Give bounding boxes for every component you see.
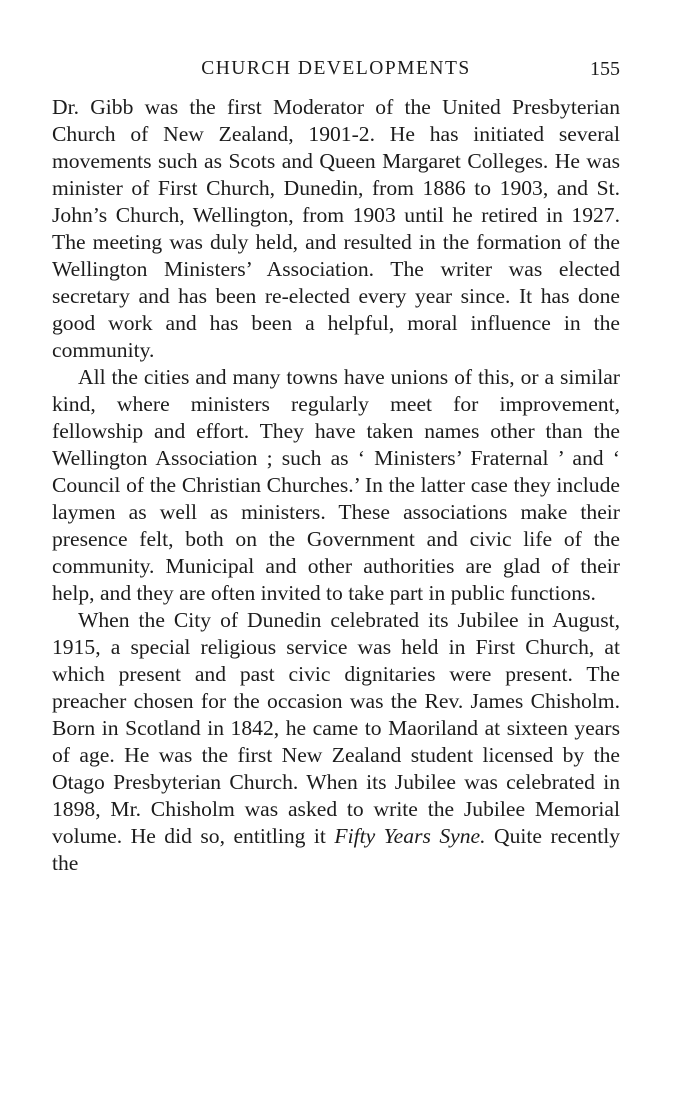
- paragraph-3-text-before: When the City of Dunedin celebrated its Jubilee in August, 1915, a special religious service was held in First Church, at which present and past civic dignitaries were present. The preacher chosen for the occasion was the Rev. James Chisholm. Born in Scotland in 1842, he came to Maoriland at sixteen years of age. He was the first New Zealand student licensed by the Otago Presbyterian Church. When its Jubilee was celebrated in 1898, Mr. Chisholm was asked to write the Jubilee Memorial volume. He did so, entitling it: [52, 608, 620, 848]
- page-number: 155: [590, 58, 620, 80]
- paragraph-2: All the cities and many towns have unions of this, or a similar kind, where ministers regularly meet for improvement, fellowship and effort. They have taken names other than the Wellington Association ; such as ‘ Ministers’ Fraternal ’ and ‘ Council of the Christian Churches.’ In the latter case they include laymen as well as ministers. These associations make their presence felt, both on the Government and civic life of the community. Municipal and other authorities are glad of their help, and they are often invited to take part in public functions.: [52, 365, 620, 605]
- paragraph-3-text-after: Quite recently the: [52, 824, 621, 875]
- paragraph-1: Dr. Gibb was the first Moderator of the United Presbyterian Church of New Zealand, 1901-2. He has initiated several movements such as Scots and Queen Margaret Colleges. He was minister of First Church, Dunedin, from 1886 to 1903, and St. John’s Church, Wellington, from 1903 until he retired in 1927. The meeting was duly held, and resulted in the formation of the Wellington Ministers’ Association. The writer was elected secretary and has been re-elected every year since. It has done good work and has been a helpful, moral influence in the community.: [52, 95, 620, 362]
- book-page: [52, 58, 620, 877]
- running-head: [52, 58, 620, 88]
- running-title: CHURCH DEVELOPMENTS: [201, 58, 471, 79]
- body-text: [52, 94, 620, 877]
- book-title: Fifty Years Syne.: [334, 824, 486, 848]
- paragraph-3: [52, 607, 620, 877]
